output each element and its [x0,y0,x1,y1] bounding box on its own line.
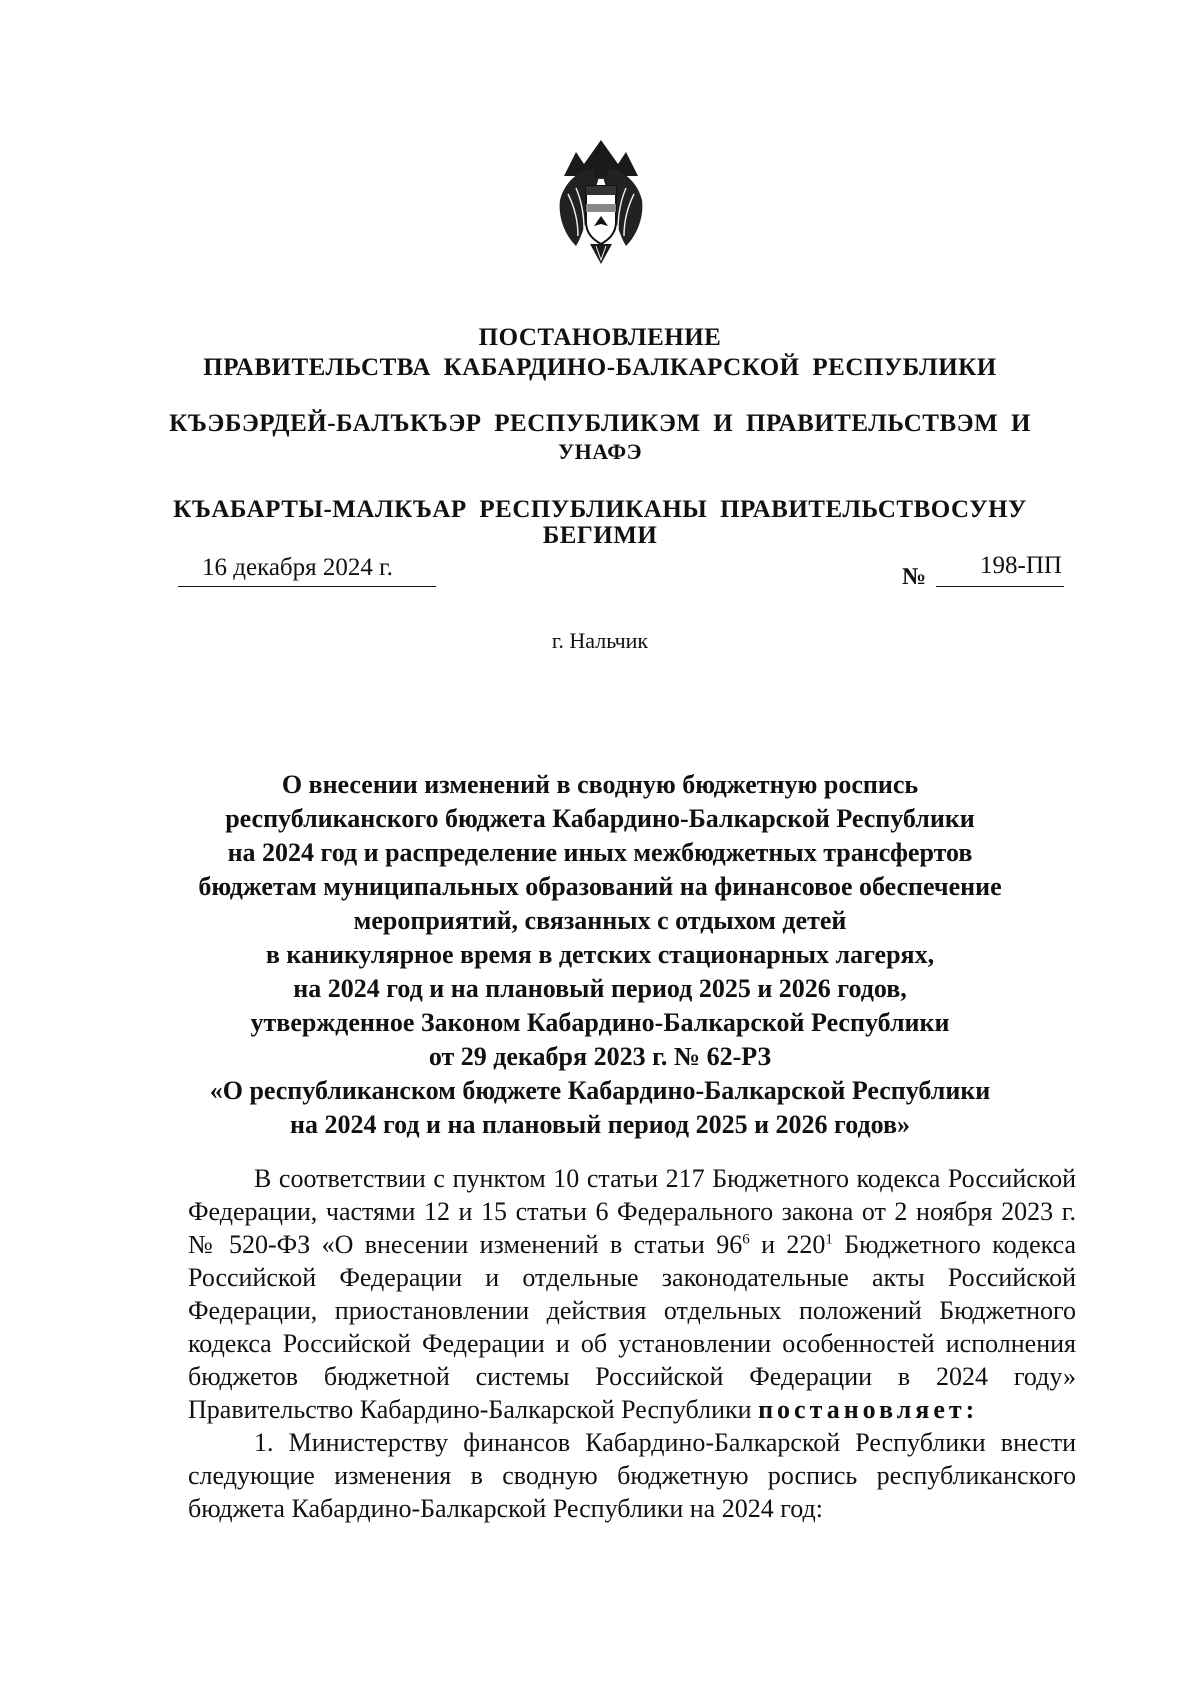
doc-type-heading: ПОСТАНОВЛЕНИЕ [478,324,722,351]
title-line: бюджетам муниципальных образований на финансовое обеспечение [198,872,1002,901]
issuer-heading: ПРАВИТЕЛЬСТВА КАБАРДИНО-БАЛКАРСКОЙ РЕСПУБЛИКИ [203,354,997,381]
number-underline [936,586,1064,587]
document-title [0,768,1200,1142]
title-line: мероприятий, связанных с отдыхом детей [353,906,847,935]
superscript: 6 [742,1231,750,1248]
title-line: в каникулярное время в детских стационарных лагерях, [265,940,935,969]
date-underline [178,586,436,587]
preamble-paragraph [188,1162,1076,1426]
preamble-text: Бюджетного кодекса Российской Федерации и отдельные законодательные акты Российской Федерации, приостановлении действия отдельных положений Бюджетного кодекса Российской Федерации и об установлении особенностей исполнения бюджетов бюджетной системы Российской Федерации в 2024 году» Правительство Кабардино-Балкарской Республики [188,1230,1076,1424]
kabardian-heading-line2: УНАФЭ [557,439,643,464]
resolution-keyword: постановляет: [758,1395,979,1424]
title-line: О внесении изменений в сводную бюджетную роспись [281,770,919,799]
number-text: 198-ПП [980,552,1062,579]
coat-of-arms-icon [556,136,646,268]
title-line: «О республиканском бюджете Кабардино-Балкарской Республики [209,1076,991,1105]
superscript: 1 [825,1231,833,1248]
date-text: 16 декабря 2024 г. [202,554,393,581]
clause-1-paragraph: 1. Министерству финансов Кабардино-Балкарской Республики внести следующие изменения в сводную бюджетную роспись республиканского бюджета Кабардино-Балкарской Республики на 2024 год: [188,1428,1076,1523]
balkar-heading-line1: КЪАБАРТЫ-МАЛКЪАР РЕСПУБЛИКАНЫ ПРАВИТЕЛЬСТВОСУНУ [173,496,1027,523]
preamble-text: и 220 [749,1230,826,1259]
title-line: республиканского бюджета Кабардино-Балкарской Республики [225,804,975,833]
title-line: утвержденное Законом Кабардино-Балкарской Республики [250,1008,950,1037]
preamble-text: В соответствии с пунктом 10 статьи 217 Бюджетного кодекса Российской Федерации, частями 12 и 15 статьи 6 Федерального закона от 2 ноября 2023 г. № 520-ФЗ «О внесении изменений в статьи 96 [188,1164,1076,1259]
number-sign: № [902,564,927,590]
title-line: на 2024 год и распределение иных межбюджетных трансфертов [227,838,973,867]
balkar-heading-line2: БЕГИМИ [542,522,658,549]
title-line: на 2024 год и на плановый период 2025 и 2026 годов, [293,974,907,1003]
city: г. Нальчик [551,628,649,653]
body-paragraphs [188,1162,1076,1525]
document-date [178,552,436,587]
title-line: на 2024 год и на плановый период 2025 и 2026 годов» [289,1110,911,1139]
title-line: от 29 декабря 2023 г. № 62-РЗ [428,1042,772,1071]
kabardian-heading-line1: КЪЭБЭРДЕЙ-БАЛЪКЪЭР РЕСПУБЛИКЭМ И ПРАВИТЕЛЬСТВЭМ И [169,410,1031,437]
